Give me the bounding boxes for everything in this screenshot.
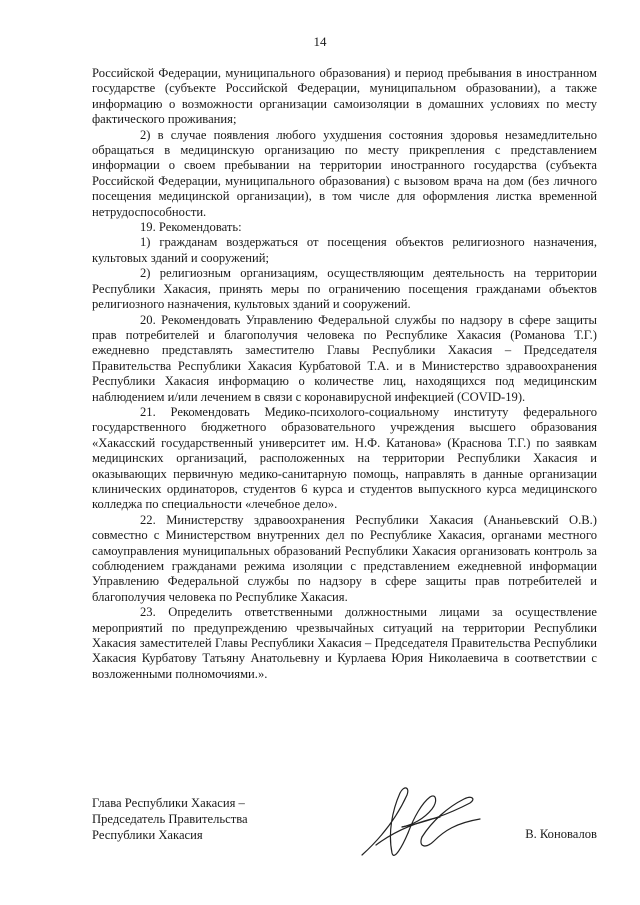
handwritten-signature: [352, 777, 492, 867]
paragraph-clause-21: 21. Рекомендовать Медико-психолого-социальному институту федерального государственного бюджетного образовательного учреждения высшего образования «Хакасский государственный университет им. Н.Ф. Катанова» (Краснова Т.Г.) по заявкам медицинских организаций, расположенных на территории Республики Хакасия и оказывающих первичную медико-санитарную помощь, направлять в данные организации клинических ординаторов, студентов 6 курса и студентов выпускного курса медицинского колледжа по специальности «лечебное дело».: [92, 404, 597, 512]
paragraph-clause-19: 19. Рекомендовать:: [140, 220, 242, 235]
signature-block: [92, 795, 597, 865]
signatory-title: [92, 795, 248, 843]
page-number: 14: [313, 34, 327, 49]
paragraph-continuation: Российской Федерации, муниципального образования) и период пребывания в иностранном государстве (субъекте Российской Федерации, муниципальном образовании), а также информацию о возможности организации самоизоляции в домашних условиях по месту фактического проживания;: [92, 66, 597, 127]
signatory-title-line-1: Глава Республики Хакасия –: [92, 796, 245, 810]
paragraph-clause-20: 20. Рекомендовать Управлению Федеральной службы по надзору в сфере защиты прав потребителей и благополучия человека по Республике Хакасия (Романова Т.Г.) ежедневно представлять заместителю Главы Республики Хакасия – Председателя Правительства Республики Хакасия Курбатовой Т.А. и в Министерство здравоохранения Республики Хакасия информацию о количестве лиц, находящихся под медицинским наблюдением и/или лечением в связи с коронавирусной инфекцией (COVID-19).: [92, 312, 597, 404]
signatory-name: В. Коновалов: [525, 827, 597, 841]
paragraph-clause-23: 23. Определить ответственными должностными лицами за осуществление мероприятий по предупреждению чрезвычайных ситуаций на территории Республики Хакасия заместителей Главы Республики Хакасия – Председателя Правительства Республики Хакасия Курбатову Татьяну Анатольевну и Курлаева Юрия Николаевича в соответствии с возложенными полномочиями.».: [92, 605, 597, 681]
paragraph-clause-19-item-2: 2) религиозным организациям, осуществляющим деятельность на территории Республики Хакасия, принять меры по ограничению посещения гражданами объектов религиозного назначения, культовых зданий и сооружений.: [92, 266, 597, 312]
signatory-title-line-3: Республики Хакасия: [92, 828, 203, 842]
signatory-title-line-2: Председатель Правительства: [92, 812, 248, 826]
paragraph-item-2: 2) в случае появления любого ухудшения состояния здоровья незамедлительно обращаться в медицинскую организацию по месту прикрепления с представлением информации о своем пребывании на территории иностранного государства (субъекта Российской Федерации, муниципального образования) с вызовом врача на дом (без личного посещения медицинской организации), в том числе для оформления листка временной нетрудоспособности.: [92, 127, 597, 219]
document-body: [92, 66, 597, 682]
paragraph-clause-19-item-1: 1) гражданам воздержаться от посещения объектов религиозного назначения, культовых зданий и сооружений;: [92, 235, 597, 265]
paragraph-clause-22: 22. Министерству здравоохранения Республики Хакасия (Ананьевский О.В.) совместно с Министерством внутренних дел по Республике Хакасия, органами местного самоуправления муниципальных образований Республики Хакасия организовать контроль за соблюдением гражданами режима изоляции с представлением ежедневной информации Управлению Федеральной службы по надзору в сфере защиты прав потребителей и благополучия человека по Республике Хакасия.: [92, 512, 597, 604]
